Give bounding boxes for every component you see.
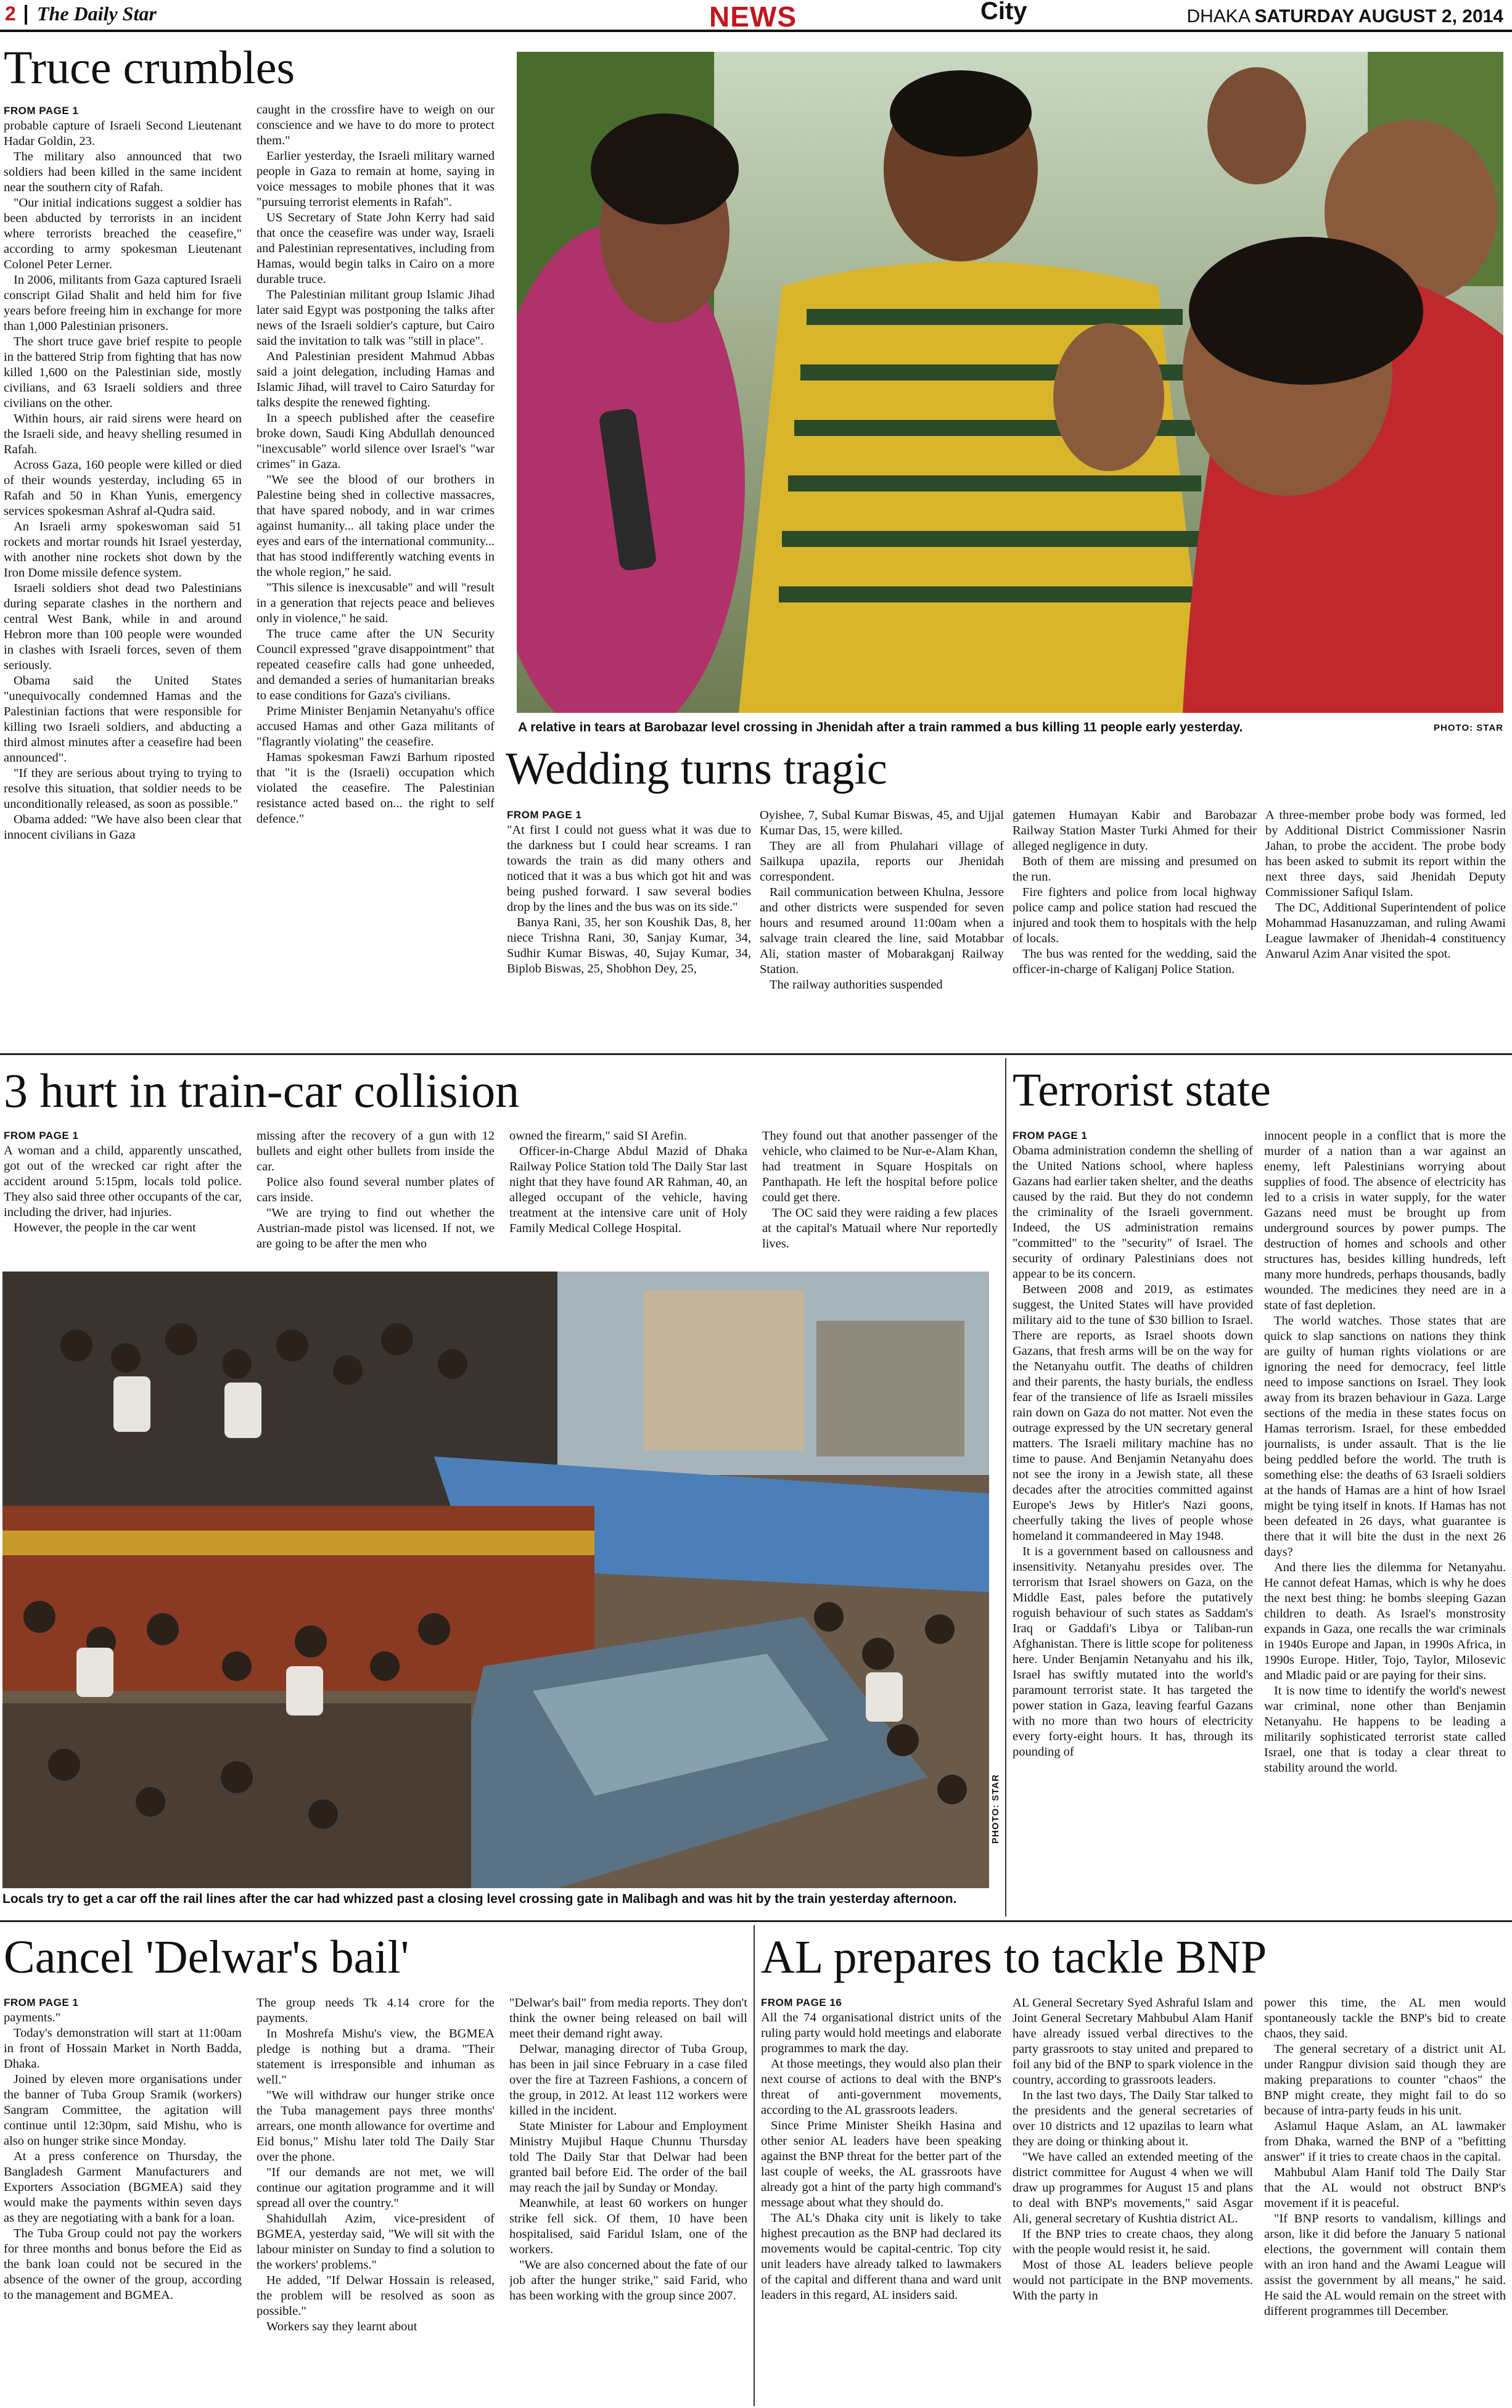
article-paragraph: The OC said they were raiding a few places at the capital's Matuail where Nur reportedly lives. — [762, 1206, 998, 1251]
article-paragraph: "We see the blood of our brothers in Palestine being shed in collective massacres, that have spared nobody, and in war crimes against humanity... all taking place under the eyes and ears of the international community... that has stood indifferently watching events in the whole region," he said. — [257, 473, 495, 579]
article-paragraph: A three-member probe body was formed, led by Additional District Commissioner Nasrin Jahan, to probe the accident. The probe body has been asked to submit its report within the next three days, said Jhenidah Deputy Commissioner Safiqul Islam. — [1265, 808, 1506, 899]
article-paragraph: Officer-in-Charge Abdul Mazid of Dhaka Railway Police Station told The Daily Star last night that they have found AR Rahman, 40, an alleged occupant of the vehicle, having treatment at the intensive care unit of Holy Family Medical College Hospital. — [509, 1144, 747, 1235]
article-paragraph: The group needs Tk 4.14 crore for the payments. — [257, 1996, 495, 2025]
article-paragraph: "This silence is inexcusable" and will "result in a generation that rejects peace and believes only in violence," he said. — [257, 581, 495, 625]
wedding-kicker: FROM PAGE 1 — [507, 809, 582, 821]
article-paragraph: Banya Rani, 35, her son Koushik Das, 8, her niece Trishna Rani, 30, Sanjay Kumar, 34, Sudhir Kumar Biswas, 40, Sujay Kumar, 34, Biplob Biswas, 25, Shobhon Dey, 25, — [507, 916, 751, 976]
article-paragraph: It is now time to identify the world's newest war criminal, none other than Benjamin Netanyahu. He happens to be leading a militarily sophisticated terrorist state called Israel, one that is today a clear threat to stability around the world. — [1264, 1684, 1506, 1775]
article-paragraph: However, the people in the car went — [14, 1221, 196, 1235]
article-paragraph: At those meetings, they would also plan their next course of actions to deal with the BNP's threat of anti-government movements, according to the AL grassroots leaders. — [761, 2057, 1001, 2117]
article-paragraph: Workers say they learnt about — [266, 2320, 417, 2333]
article-paragraph: The world watches. Those states that are quick to slap sanctions on nations they think are guilty of human rights violations or are ignoring the need for democracy, feel little need to impose sanctions on Israel. They look away from its brazen behaviour in Gaza. Large sections of the media in these states focus on Hamas terrorism. Israel, for these embedded journalists, is under assault. That is the lie being peddled before the world. The truth is something else: the deaths of 63 Israeli soldiers at the hands of Hamas are a hint of how Israel might be tying itself in knots. If Hamas has not been defeated in 26 days, what guarantee is there that it will bite the dust in the next 26 days? — [1264, 1314, 1506, 1559]
article-paragraph: Joined by eleven more organisations under the banner of Tuba Group Sramik (workers) Sangram Committee, the agitation will continue until 12:30pm, said Mishu, who is also on hunger strike since Monday. — [4, 2073, 242, 2148]
article-paragraph: owned the firearm," said SI Arefin. — [509, 1129, 687, 1143]
article-paragraph: The bus was rented for the wedding, said the officer-in-charge of Kaliganj Police Station. — [1013, 947, 1257, 976]
article-paragraph: In 2006, militants from Gaza captured Israeli conscript Gilad Shalit and held him for five years before freeing him in exchange for more than 1,000 Palestinian prisoners. — [4, 273, 242, 333]
article-paragraph: "If they are serious about trying to trying to resolve this situation, that soldier needs to be unconditionally released, as soon as possible." — [4, 766, 242, 811]
article-paragraph: Delwar, managing director of Tuba Group, has been in jail since February in a case filed over the fire at Tazreen Fashions, a concern of the group, in 2012. At least 112 workers were killed in the incident. — [509, 2042, 747, 2118]
sub-section-label: City — [980, 0, 1027, 25]
article-paragraph: "If BNP resorts to vandalism, killings and arson, like it did before the January 5 national elections, the government will contain them with an iron hand and the Awami League will assist the government by all means," he said. He said the AL would remain on the street with different programmes till December. — [1264, 2212, 1506, 2318]
article-paragraph: Obama added: "We have also been clear that innocent civilians in Gaza — [4, 813, 242, 842]
article-paragraph: An Israeli army spokeswoman said 51 rockets and mortar rounds hit Israel yesterday, with another nine rockets shot down by the Iron Dome missile defence system. — [4, 520, 242, 580]
article-paragraph: Oyishee, 7, Subal Kumar Biswas, 45, and Ujjal Kumar Das, 15, were killed. — [760, 808, 1004, 837]
article-paragraph: The short truce gave brief respite to people in the battered Strip from fighting that has now killed 1,600 on the Palestinian side, mostly civilians, and 63 Israeli soldiers and three civilians on the other. — [4, 335, 242, 410]
article-paragraph: A woman and a child, apparently unscathed, got out of the wrecked car right after the accident around 5:15pm, locals told police. They also said three other occupants of the car, including the driver, had injuries. — [4, 1144, 242, 1219]
article-paragraph: The military also announced that two soldiers had been killed in the same incident near the southern city of Rafah. — [4, 150, 242, 194]
terrorist-kicker: FROM PAGE 1 — [1013, 1130, 1088, 1141]
article-paragraph: The DC, Additional Superintendent of police Mohammad Hasanuzzaman, and ruling Awami League lawmaker of Jhenidah-4 constituency Anwarul Azim Anar visited the spot. — [1265, 901, 1506, 961]
article-paragraph: Israeli soldiers shot dead two Palestinians during separate clashes in the northern and central West Bank, while in and around Hebron more than 100 people were wounded in clashes with Israeli forces, seven of them seriously. — [4, 581, 242, 672]
article-paragraph: In Moshrefa Mishu's view, the BGMEA pledge is nothing but a drama. "Their statement is irresponsible and inhuman as well." — [257, 2027, 495, 2087]
truce-kicker: FROM PAGE 1 — [4, 105, 79, 117]
article-paragraph: Police also found several number plates of cars inside. — [257, 1175, 495, 1204]
page-number: 2 — [5, 2, 16, 25]
dateline-date: SATURDAY AUGUST 2, 2014 — [1254, 6, 1503, 27]
article-paragraph: AL General Secretary Syed Ashraful Islam and Joint General Secretary Mahbubul Alam Hanif have already issued verbal directives to the party grassroots to stay united and prepared to foil any bid of the BNP to spark violence in the country, according to grassroots leaders. — [1013, 1996, 1253, 2087]
article-paragraph: "Delwar's bail" from media reports. They don't think the owner being released on bail will meet their demand right away. — [509, 1996, 747, 2040]
article-paragraph: innocent people in a conflict that is more the murder of a nation than a war against an enemy, left Palestinians worrying about supplies of food. The absence of electricity has led to a crisis in water supply, for the water Gazans need must be brought up from underground sources by power pumps. The destruction of homes and schools and other structures has, besides killing hundreds, left many more hundreds, perhaps thousands, badly wounded. The medicines they need are in a state of fast depletion. — [1264, 1129, 1506, 1312]
wedding-column-1 — [507, 823, 751, 1042]
delwar-column-1 — [4, 2010, 242, 2405]
article-paragraph: In a speech published after the ceasefire broke down, Saudi King Abdullah denounced "inexcusable" world silence over Israel's "war crimes" in Gaza. — [257, 411, 495, 471]
article-paragraph: And Palestinian president Mahmud Abbas said a joint delegation, including Hamas and Islamic Jihad, will travel to Cairo Saturday for talks despite the renewed fighting. — [257, 350, 495, 409]
truce-headline: Truce crumbles — [4, 42, 295, 94]
terrorist-headline: Terrorist state — [1013, 1064, 1271, 1116]
article-paragraph: Meanwhile, at least 60 workers on hunger strike fell sick. Of them, 10 have been hospitalised, said Faridul Islam, one of the workers. — [509, 2196, 747, 2256]
dateline-city: DHAKA — [1186, 6, 1250, 27]
dateline — [1186, 6, 1503, 27]
article-paragraph: Mahbubul Alam Hanif told The Daily Star that the AL would not obstruct BNP's movement if it is peaceful. — [1264, 2166, 1506, 2210]
section-divider-2 — [0, 1920, 1512, 1922]
article-paragraph: They found out that another passenger of the vehicle, who claimed to be Nur-e-Alam Khan, had treatment in Square Hospitals on Panthapath. He left the hospital before police could get there. — [762, 1129, 998, 1204]
column-divider-terrorist — [1005, 1058, 1006, 1917]
collision-photo-caption: Locals try to get a car off the rail lines after the car had whizzed past a closing level crossing gate in Malibagh and was hit by the train yesterday afternoon. — [2, 1892, 957, 1906]
article-paragraph: Earlier yesterday, the Israeli military warned people in Gaza to remain at home, saying in voice messages to mobile phones that it was "pursuing terrorist elements in Rafah". — [257, 149, 495, 209]
delwar-column-2 — [257, 1995, 495, 2405]
article-paragraph: In the last two days, The Daily Star talked to the presidents and the general secretaries of over 10 districts and 12 upazilas to learn what they are doing or thinking about it. — [1013, 2089, 1253, 2148]
collision-photo-illustration — [2, 1272, 989, 1888]
article-paragraph: Between 2008 and 2019, as estimates suggest, the United States will have provided military aid to the tune of $30 billion to Israel. There are reports, as Israel shoots down Gazans, that fresh arms will be on the way for the Netanyahu outfit. The deaths of children and their parents, the hasty burials, the endless fear of the transience of life as Israeli missiles rain down on Gaza do not matter. Not even the outrage expressed by the UN secretary general matters. The Israeli military machine has no time to pause. And Benjamin Netanyahu does not see the irony in a Jewish state, all these decades after the atrocities committed against Europe's Jews by Hitler's Nazi goons, cheerfully taking the lives of people whose homeland it commandeered in May 1948. — [1013, 1283, 1253, 1543]
article-paragraph: Within hours, air raid sirens were heard on the Israeli side, and heavy shelling resumed in Rafah. — [4, 412, 242, 456]
terrorist-column-2 — [1264, 1128, 1506, 1910]
article-paragraph: "At first I could not guess what it was due to the darkness but I could hear screams. I ran towards the train as did many others and noticed that it was a bus which got hit and was being pushed forward. I saw several bodies drop by the lines and the bus was on its side." — [507, 823, 751, 914]
truce-column-1 — [4, 118, 242, 1042]
article-paragraph: Fire fighters and police from local highway police camp and police station had rescued the injured and took them to hospitals with the help of locals. — [1013, 886, 1257, 945]
truce-column-2 — [257, 102, 495, 1042]
article-paragraph: Hamas spokesman Fawzi Barhum riposted that "it is the (Israeli) occupation which violated the ceasefire. The Palestinian resistance acted based on... the right to self defence." — [257, 750, 495, 826]
mourning-photo-illustration — [517, 52, 1503, 713]
article-paragraph: Since Prime Minister Sheikh Hasina and other senior AL leaders have been speaking against the BNP threat for the better part of the last couple of weeks, the AL grassroots have already got a hint of the party high command's message about what they should do. — [761, 2119, 1001, 2209]
top-photo-caption: A relative in tears at Barobazar level crossing in Jhenidah after a train rammed a bus killing 11 people early yesterday. — [518, 720, 1243, 734]
article-paragraph: US Secretary of State John Kerry had said that once the ceasefire was under way, Israeli and Palestinian representatives, including from Hamas, would begin talks in Cairo on a more durable truce. — [257, 211, 495, 286]
train-car-column-3 — [509, 1128, 747, 1264]
delwar-headline: Cancel 'Delwar's bail' — [4, 1931, 409, 1983]
article-paragraph: The Palestinian militant group Islamic Jihad later said Egypt was postponing the talks after news of the Israeli soldier's capture, but Cairo said the invitation to talk was "still in place". — [257, 288, 495, 348]
article-paragraph: Most of those AL leaders believe people would not participate in the BNP movements. With the party in — [1013, 2258, 1253, 2303]
article-paragraph: Obama said the United States "unequivocally condemned Hamas and the Palestinian factions that were responsible for killing two Israeli soldiers, and abducting a third almost minutes after a ceasefire had been announced". — [4, 674, 242, 765]
article-paragraph: probable capture of Israeli Second Lieutenant Hadar Goldin, 23. — [4, 119, 242, 148]
article-paragraph: Obama administration condemn the shelling of the United Nations school, where hapless Gazans had earlier taken shelter, and the deaths caused by the raid. But they do not condemn the criminality of the Israeli government. Indeed, the US administration remains "committed" to the "security" of Israel. The security of ordinary Palestinians does not appear to be its concern. — [1013, 1144, 1253, 1281]
section-divider-1 — [0, 1053, 1512, 1055]
al-column-1 — [761, 2010, 1001, 2405]
article-paragraph: At a press conference on Thursday, the Bangladesh Garment Manufacturers and Exporters Association (BGMEA) said they would make the payments within seven days as they are negotiating with a bank for a loan. — [4, 2150, 242, 2225]
article-paragraph: If the BNP tries to create chaos, they along with the people would resist it, he said. — [1013, 2227, 1253, 2256]
train-car-column-1 — [4, 1143, 242, 1264]
article-paragraph: The truce came after the UN Security Council expressed "grave disappointment" that repeated ceasefire calls had gone unheeded, and demanded a series of humanitarian breaks to ease conditions for Gaza's civilians. — [257, 627, 495, 702]
train-car-headline: 3 hurt in train-car collision — [4, 1064, 520, 1117]
article-paragraph: "If our demands are not met, we will continue our agitation programme and it will spread all over the country." — [257, 2166, 495, 2210]
collision-photo-crowd — [2, 1272, 989, 1888]
article-paragraph: Rail communication between Khulna, Jessore and other districts were suspended for seven hours and resumed around 11:00am when a salvage train cleared the line, said Motabbar Ali, station master of Mobarakganj Railway Station. — [760, 886, 1004, 976]
article-paragraph: Both of them are missing and presumed on the run. — [1013, 855, 1257, 884]
al-column-3 — [1264, 1995, 1506, 2405]
train-car-kicker: FROM PAGE 1 — [4, 1130, 79, 1141]
article-paragraph: "We will withdraw our hunger strike once the Tuba management pays three months' arrears, one month allowance for overtime and Eid bonus," Mishu later told The Daily Star over the phone. — [257, 2089, 495, 2164]
article-paragraph: Aslamul Haque Aslam, an AL lawmaker from Dhaka, warned the BNP of a "befitting answer" if it tries to create chaos in the capital. — [1264, 2119, 1506, 2164]
delwar-kicker: FROM PAGE 1 — [4, 1997, 79, 2008]
article-paragraph: Across Gaza, 160 people were killed or died of their wounds yesterday, including 65 in Rafah and 50 in Khan Yunis, emergency services spokesman Ashraf al-Qudra said. — [4, 458, 242, 518]
article-paragraph: gatemen Humayan Kabir and Barobazar Railway Station Master Turki Ahmed for their alleged negligence in duty. — [1013, 808, 1257, 853]
wedding-column-3 — [1013, 808, 1257, 1042]
paper-logo: The Daily Star — [37, 2, 157, 25]
wedding-column-4 — [1265, 808, 1506, 1042]
al-headline: AL prepares to tackle BNP — [761, 1931, 1267, 1983]
article-paragraph: caught in the crossfire have to weigh on our conscience and we have to do more to protect them." — [257, 103, 495, 147]
delwar-column-3 — [509, 1995, 747, 2405]
article-paragraph: The Tuba Group could not pay the workers for three months and bonus before the Eid as the bank loan could not be secured in the absence of the owner of the group, according to the management and BGMEA. — [4, 2227, 242, 2302]
al-column-2 — [1013, 1995, 1253, 2405]
column-divider-al — [754, 1925, 755, 2406]
article-paragraph: All the 74 organisational district units of the ruling party would hold meetings and elaborate programmes to mark the day. — [761, 2011, 1001, 2055]
article-paragraph: payments." — [4, 2011, 61, 2024]
article-paragraph: And there lies the dilemma for Netanyahu. He cannot defeat Hamas, which is why he does the next best thing: he bombs sleeping Gazan children to death. As Israel's monstrosity expands in Gaza, one recalls the war criminals in 1940s Europe and Japan, in 1990s Africa, in 1990s Europe. Hitler, Tojo, Taylor, Milosevic and Mladic paid or are paying for their sins. — [1264, 1561, 1506, 1682]
collision-photo-credit: PHOTO: STAR — [990, 1774, 1001, 1844]
page-number-divider — [25, 5, 27, 25]
article-paragraph: missing after the recovery of a gun with 12 bullets and eight other bullets from inside the car. — [257, 1129, 495, 1173]
train-car-column-2 — [257, 1128, 495, 1264]
article-paragraph: State Minister for Labour and Employment Ministry Mujibul Haque Chunnu Thursday told The Daily Star that Delwar had been granted bail before Eid. The order of the bail may reach the jail by Sunday or Monday. — [509, 2119, 747, 2195]
wedding-headline: Wedding turns tragic — [506, 744, 887, 794]
article-paragraph: "We are trying to find out whether the Austrian-made pistol was licensed. If not, we are going to be after the men who — [257, 1206, 495, 1251]
al-kicker: FROM PAGE 16 — [761, 1997, 842, 2008]
article-paragraph: It is a government based on callousness and insensitivity. Netanyahu presides over. The terrorism that Israel showers on Gaza, on the Middle East, pales before the putatively roguish behaviour of such states as Saddam's Iraq or Gaddafi's Libya or Taliban-run Afghanistan. There is little scope for politeness here. Under Benjamin Netanyahu and his ilk, Israel has swiftly mutated into the world's paramount terrorist state. It has targeted the power station in Gaza, leaving fearful Gazans with no more than two hours of electricity every forty-eight hours. It has, through its pounding of — [1013, 1545, 1253, 1759]
article-paragraph: Shahidullah Azim, vice-president of BGMEA, yesterday said, "We will sit with the labour minister on Sunday to find a solution to the workers' problems." — [257, 2212, 495, 2272]
article-paragraph: He added, "If Delwar Hossain is released, the problem will be resolved as soon as possible." — [257, 2274, 495, 2318]
article-paragraph: "We are also concerned about the fate of our job after the hunger strike," said Farid, who has been working with the group since 2007. — [509, 2258, 747, 2303]
article-paragraph: "Our initial indications suggest a soldier has been abducted by terrorists in an incident where terrorists breached the ceasefire," according to army spokesman Lieutenant Colonel Peter Lerner. — [4, 196, 242, 271]
article-paragraph: power this time, the AL men would spontaneously tackle the BNP's bid to create chaos, they said. — [1264, 1996, 1506, 2040]
article-paragraph: The AL's Dhaka city unit is likely to take highest precaution as the BNP had declared its movements would be capital-centric. Top city unit leaders have already talked to lawmakers of the capital and different thana and ward unit leaders in this regard, AL insiders said. — [761, 2211, 1001, 2302]
article-paragraph: Today's demonstration will start at 11:00am in front of Hossain Market in North Badda, Dhaka. — [4, 2026, 242, 2071]
section-label: NEWS — [709, 1, 797, 33]
wedding-column-2 — [760, 808, 1004, 1042]
article-paragraph: Prime Minister Benjamin Netanyahu's office accused Hamas and other Gaza militants of "flagrantly violating" the ceasefire. — [257, 704, 495, 749]
article-paragraph: The railway authorities suspended — [770, 978, 943, 992]
train-car-column-4 — [762, 1128, 998, 1264]
article-paragraph: They are all from Phulahari village of Sailkupa upazila, reports our Jhenidah correspondent. — [760, 839, 1004, 884]
article-paragraph: The general secretary of a district unit AL under Rangpur division said though they are making preparations to counter "chaos" the BNP might create, they might fail to do so because of intra-party feuds in his unit. — [1264, 2042, 1506, 2118]
terrorist-column-1 — [1013, 1143, 1253, 1910]
top-photo-credit: PHOTO: STAR — [1434, 723, 1503, 733]
article-paragraph: "We have called an extended meeting of the district committee for August 4 when we will draw up programmes for August 15 and plans to deal with BNP's movements," said Asgar Ali, general secretary of Kushtia district AL. — [1013, 2150, 1253, 2225]
top-photo-mourning-relatives — [517, 52, 1503, 713]
